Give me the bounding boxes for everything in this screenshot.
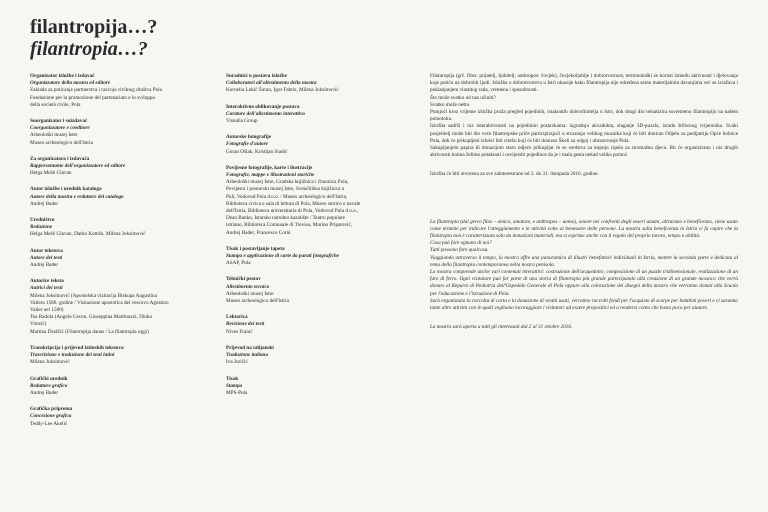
- credit-role: Autorice teksta: [30, 278, 64, 285]
- italian-text: [430, 219, 738, 332]
- credit-name: Arheološki muzej Istre: [226, 290, 274, 297]
- credit-role: Organizator izložbe i izdavač: [30, 73, 95, 79]
- credit-name: Nives Franić: [226, 328, 253, 335]
- credit-role: Transkripcija i prijevod latinskih tekstova: [30, 344, 124, 351]
- credit-role: Prijevod na talijanski: [226, 344, 274, 351]
- credit-role-italian: Fotografie, mappe e illustrazioni storiche: [226, 172, 315, 179]
- credit-role-italian: Organizzatore della mostra ed editore: [30, 80, 111, 87]
- credit-name: Andrej Bader: [30, 389, 59, 396]
- credit-name: Povijesni i pomorski muzej Istre, Sveučilišna knjižnica u: [226, 186, 345, 193]
- paragraph: Filantropija (grč. filos: prijatelj, ljubitelj; anthropos: čovjek), čovjekoljublje i dobrotvornost, terminološki se koristi između aktivnosti i djelovanja koje potiču na dobrobit ljudi. Izložba o dobrotvorstvu u Istri ukazuje kako filantropija nije određena samo materijalnim davanjima već se izražava i poklanjanjem vlastitog rada, vremena i sposobnosti.: [430, 73, 738, 94]
- credit-role-italian: Concezione grafica: [30, 413, 72, 420]
- opening-dates: Izložba će biti otvorena za sve zainteresirane od 2. do 31. listopada 2016. godine.: [430, 171, 599, 178]
- credit-role: Za organizatora i izdavača: [30, 155, 90, 162]
- credit-role: Lektorica: [226, 314, 248, 321]
- credit-block: [30, 186, 208, 208]
- title-italian: filantropia…?: [30, 38, 148, 60]
- credit-name: Fondazione per la promozione del partenariato e lo sviluppo: [30, 94, 156, 101]
- credit-block: [226, 165, 404, 237]
- credit-role-italian: Revisione dei testi: [226, 321, 265, 328]
- paragraph: Sarà organizzata la raccolta di carta e la donazione di vestiti usati, verranno raccolti fondi per l'acquisto di scarpe per bambini poveri e ci saranno tante altre attività con le quali vogliamo incoraggiare i visitatori ad essere propositivi ed a rendersi conto che basta poco per aiutare.: [430, 297, 738, 312]
- credit-role-italian: Collaboratori all'allestimento della mostra: [226, 80, 317, 87]
- credit-block: [30, 278, 208, 336]
- credit-role-italian: Traduzione italiana: [226, 352, 269, 359]
- credit-role: Interaktivno oblikovanje postava: [226, 103, 300, 110]
- credit-role: Uredništvo: [30, 217, 55, 224]
- credit-block: [226, 376, 404, 398]
- credit-block: [30, 156, 208, 178]
- credit-block: [226, 276, 404, 305]
- credit-role: Suradnici u postavu izložbe: [226, 73, 287, 79]
- credit-name: Teddy-Lee Akelić: [30, 420, 68, 427]
- credit-block: [226, 246, 404, 268]
- credit-name: Valier nel 1580): [30, 307, 64, 314]
- credit-role-italian: Fotografie d'autore: [226, 141, 268, 148]
- credit-name: Andrej Bader: [30, 262, 59, 269]
- credit-block: [226, 134, 404, 156]
- credit-block: [226, 345, 404, 367]
- credit-name: Andrej Bader, Francesco Corni: [226, 229, 291, 236]
- credit-name: Helga Mežé Glavan, Darko Komšo, Milena Joksimović: [30, 231, 146, 238]
- credit-role-italian: Rappresentante dell'organizzatore ed editore: [30, 163, 126, 170]
- paragraph: La filantropia (dal greco filos – amico, amatore, e anthropos – uomo), amore nei confronti degli esseri umani, altruismo e beneficenza, viene usato come termine per indicare l'atteggiamento e le attività volte al benessere delle persone. La mostra sulla beneficenza in Istria ci fa capire che la filantropia non è caratterizzata solo da donazioni materiali, ma si esprime anche con il regalo del proprio lavoro, tempo e abilità.: [430, 218, 738, 240]
- credit-block: [30, 345, 208, 367]
- credit-name: Arheološki muzej Istre, Gradska knjižnica i čitaonica Pula,: [226, 179, 349, 186]
- credit-name: Museo archeologico dell'Istria: [30, 139, 93, 146]
- credit-role-italian: Autrici dei testi: [30, 285, 63, 292]
- credit-name: Museo archeologico dell'Istria: [226, 298, 289, 305]
- credit-name: Martina Dražčić (Filantropija danas / La filantropia oggi): [30, 328, 149, 335]
- credit-name: Milena Joksimović (Apostolska vizitacija Biskupa Augustina: [30, 292, 157, 299]
- description-column: [430, 73, 738, 331]
- credit-role: Tehnički postav: [226, 276, 261, 283]
- opening-dates: La mostra sarà aperta a tutti gli interessati dal 2 al 31 ottobre 2016.: [430, 324, 573, 331]
- paragraph: Svatko može nešto.: [430, 101, 471, 108]
- credit-name: Zaklada za poticanje partnerstva i razvoja civilnog društva Pula: [30, 87, 162, 94]
- credit-name: dell'Istria, Biblioteca universitaria di Pola, Vodovod Pula d.o.o.,: [226, 208, 359, 215]
- credit-role-italian: Coorganizzatore e coeditore: [30, 125, 90, 132]
- paragraph: La mostra comprende anche vari contenuti interattivi: costruzione dell'acquedotto, composizione di un puzzle tridimensionale, realizzazione di un faro di ferro. Ogni visitatore può far parte di una storia di filantropia più grande partecipando alla creazione di un grande mosaico che verrà donato al Reparto di Pediatria dell'Ospedale Generale di Pola oppure alla colorazione dei disegni della mostra che verranno donati alla Scuola per l'educazione e l'istruzione di Pola.: [430, 269, 738, 297]
- credit-block: [226, 104, 404, 126]
- croatian-text: [430, 73, 738, 179]
- paragraph: Sakupljanjem papira ili donacijom staro odjeće prikupljat će se sredstva za kupnju cipela za siromašnu djecu. Bit će organizirano i niz drugih aktivnosti koima želimo potaknuti i osvijestiti pojedince da je i mala gesta nekad velika pomoć.: [430, 145, 738, 159]
- credit-role: Autor tekstova: [30, 247, 63, 254]
- credit-role: Autorske fotografije: [226, 134, 272, 141]
- credit-role: Grafička priprema: [30, 406, 73, 413]
- credits-column-left: [30, 73, 208, 437]
- credit-block: [30, 118, 208, 147]
- paragraph: Tutti possono fare qualcosa.: [430, 247, 489, 254]
- title-croatian: filantropija…?: [30, 16, 158, 38]
- credits-column-middle: [226, 73, 404, 406]
- credit-block: [226, 314, 404, 336]
- credit-name: Arheološki muzej Istre: [30, 132, 78, 139]
- credit-block: [30, 406, 208, 428]
- credit-role: Suorganizator i suizdavač: [30, 118, 88, 125]
- credit-role: Autor izložbe i urednik kataloga: [30, 186, 102, 193]
- paragraph: Izložba sadrži i niz interaktivnosti na pojedinim postavkama: izgradnju akvadukta, slaganje 3D-puzzla, izradu štifornog vrijetonika. Svaki posjetitelj može biti dio veće filantropske priče participirajući u stvaranju velikog mozaika koji će biti doniran Odjelu za pedijatriju Opće bolnice Pula, dok će prikupljeni izlošci biti crtežu koji će biti doniran Školi za odgoj i obrazovanje Pula.: [430, 123, 738, 144]
- credit-role-italian: Allestimento tecnico: [226, 283, 270, 290]
- credit-role-italian: Redattore grafico: [30, 382, 68, 389]
- credit-block: [30, 73, 208, 109]
- credit-role-italian: Stampa e applicazione di carte da parati fotografiche: [226, 253, 340, 260]
- credit-name: Vitezić): [30, 321, 47, 328]
- credit-name: Puli, Vodovod Pula d.o.o. / Museo archeologico dell'Istria,: [226, 193, 348, 200]
- credit-role: Tisak: [226, 375, 239, 382]
- credit-block: [30, 217, 208, 239]
- credit-name: Andrej Bader: [30, 200, 59, 207]
- paragraph: Cosa può fare ognuno di noi?: [430, 240, 492, 247]
- credit-role-italian: Curatore dell'allestimento interattivo: [226, 110, 305, 117]
- credit-name: Tea Radola (Angelo Cecon, Giuseppina Martinuzzi, Dinko: [30, 314, 153, 321]
- document-title: [30, 16, 157, 60]
- credit-name: Milena Joksimović: [30, 359, 70, 366]
- credit-block: [30, 248, 208, 270]
- credit-role-italian: Redazione: [30, 224, 53, 231]
- credit-name: ASAP, Pula: [226, 260, 251, 267]
- credit-role-italian: Stampa: [226, 382, 243, 389]
- credit-block: [30, 376, 208, 398]
- credit-name: istriano, Biblioteca Comunale di Treviso, Marino Pripatović,: [226, 222, 353, 229]
- credit-role-italian: Trascrizione e traduzione dei testi latini: [30, 352, 115, 359]
- credit-role-italian: Autore della mostra e redattore del catalogo: [30, 193, 124, 200]
- credit-name: Helga Mežé Glavan: [30, 170, 72, 177]
- credit-role: Tisak i postavljanje tapeta: [226, 245, 285, 252]
- credit-role: Grafički urednik: [30, 375, 68, 382]
- credit-name: Iva Juričić: [226, 359, 248, 366]
- credit-name: Biblioteca civica e sala di lettura di Pola, Museo storico e navale: [226, 200, 361, 207]
- paragraph: Putujući kroz vrijeme izložba pruža pregled pojedinih, istaknutih dobročinitelja u Istri, dok drugi dio tematizira suvremenu filantropiju na našem poluotoku.: [430, 109, 738, 123]
- credit-name: Goran Ošlak, Kristijan Sladić: [226, 148, 288, 155]
- credit-name: della società civile, Pola: [30, 101, 81, 108]
- paragraph: Što može svatko od nas učiniti?: [430, 94, 496, 101]
- credit-name: Dean Banko, Istarsko narodno kazalište / Teatro popolare: [226, 215, 346, 222]
- credit-role-italian: Autore dei testi: [30, 254, 63, 261]
- credit-role: Povijesne fotografije, karte i ilustracije: [226, 164, 313, 171]
- credit-block: [226, 73, 404, 95]
- credit-name: Visualia Group: [226, 118, 258, 125]
- credit-name: MPS-Pula: [226, 389, 248, 396]
- paragraph: Viaggiando attraverso il tempo, la mostra offre una panoramica di illustri benefattori individuali in Istria, mentre la seconda parte è dedicata al tema della filantropia contemporanea nella nostra penisola.: [430, 254, 738, 268]
- credit-name: Valiera 1580. godine / Visitazione apostolica del vescovo Agostino: [30, 299, 169, 306]
- credit-name: Kornelia Lukić Šuran, Igor Fabris, Milena Joksimović: [226, 87, 339, 94]
